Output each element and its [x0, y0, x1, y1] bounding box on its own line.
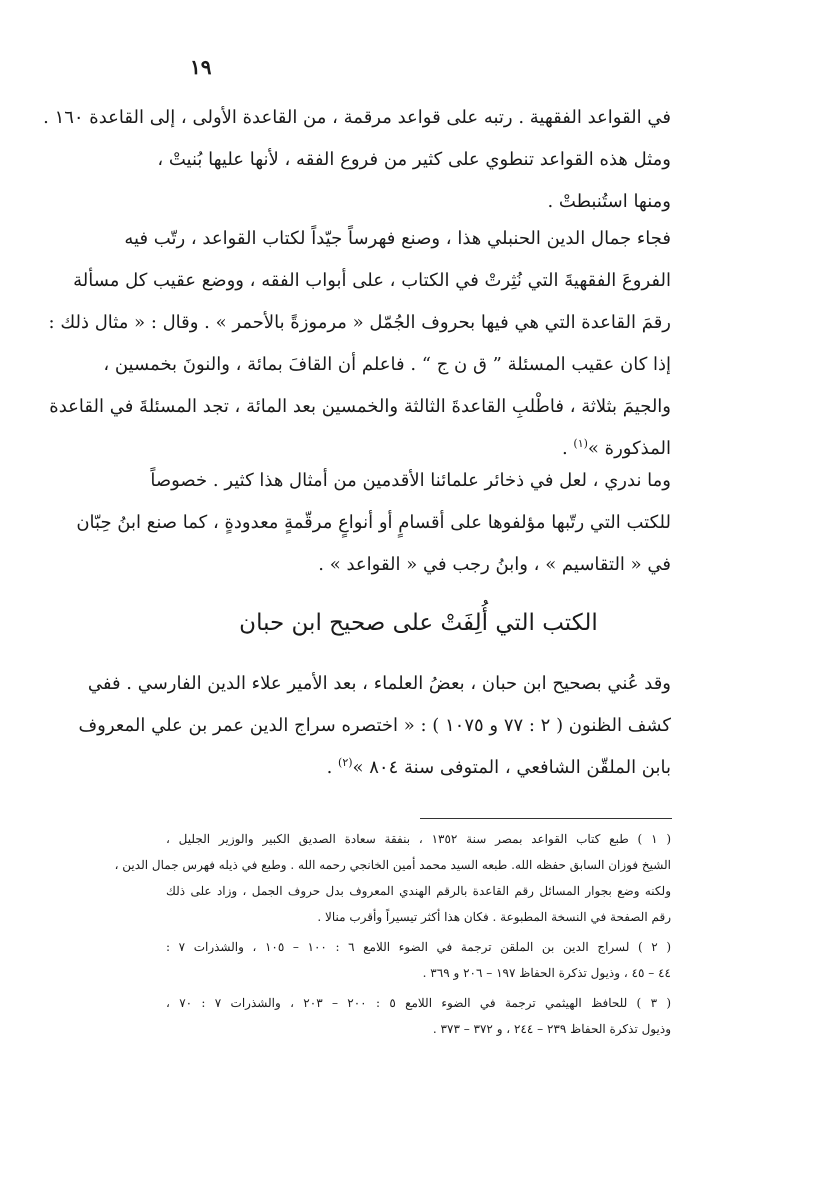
paragraph-line: كشف الظنون ( ٢ : ٧٧ و ١٠٧٥ ) : « اختصره سراج الدين عمر بن علي المعروف — [78, 715, 671, 736]
footnote-line: الشيخ فوزان السابق حفظه الله. طبعه السيد محمد أمين الخانجي رحمه الله . وطبع في ذيله فهرس جمال الدين ، — [114, 858, 671, 872]
paragraph-line: للكتب التي رتّبها مؤلفوها على أقسامٍ أو أنواعٍ مرقّمةٍ معدودةٍ ، كما صنع ابنُ حِبّان — [76, 512, 671, 533]
footnote-1 — [114, 826, 672, 930]
footnote-2 — [166, 934, 671, 986]
paragraph-line: فجاء جمال الدين الحنبلي هذا ، وصنع فهرساً جيّداً لكتاب القواعد ، رتّب فيه — [124, 228, 671, 249]
paragraph-text: بابن الملقّن الشافعي ، المتوفى سنة ٨٠٤ » — [352, 757, 671, 778]
paragraph-line: ومنها استُنبطتْ . — [547, 191, 671, 212]
footnote-reference: (١) — [573, 437, 588, 450]
footnote-reference: (٢) — [338, 756, 353, 769]
page-number: ١٩ — [190, 55, 212, 79]
footnote-line: ( ٣ ) للحافظ الهيثمي ترجمة في الضوء اللامع ٥ : ٢٠٠ – ٢٠٣ ، والشذرات ٧ : ٧٠ ، — [166, 996, 672, 1010]
paragraph-line: رقمَ القاعدة التي هي فيها بحروف الجُمّل « مرموزةً بالأحمر » . وقال : « مثال ذلك : — [48, 312, 671, 333]
footnote-divider — [420, 818, 672, 819]
footnote-line: رقم الصفحة في النسخة المطبوعة . فكان هذا أكثر تيسيراً وأقرب منالا . — [317, 910, 671, 924]
paragraph-3 — [76, 460, 671, 586]
section-paragraph — [78, 663, 671, 789]
paragraph-1 — [43, 97, 671, 223]
paragraph-line: وما ندري ، لعل في ذخائر علمائنا الأقدمين من أمثال هذا كثير . خصوصاً — [150, 470, 671, 491]
footnote-line: ( ٢ ) لسراج الدين بن الملقن ترجمة في الضوء اللامع ٦ : ١٠٠ – ١٠٥ ، والشذرات ٧ : — [166, 940, 672, 954]
footnotes — [114, 826, 672, 1042]
paragraph-line: وقد عُني بصحيح ابن حبان ، بعضُ العلماء ، بعد الأمير علاء الدين الفارسي . ففي — [87, 673, 671, 694]
paragraph-line: الفروعَ الفقهيةَ التي نُثِرتْ في الكتاب ، على أبواب الفقه ، ووضع عقيب كل مسألة — [73, 270, 671, 291]
paragraph-line: ومثل هذه القواعد تنطوي على كثير من فروع الفقه ، لأنها عليها بُنيتْ ، — [157, 149, 671, 170]
section-heading: الكتب التي أُلِفَتْ على صحيح ابن حبان — [239, 610, 598, 636]
paragraph-text: المذكورة » — [587, 438, 671, 459]
paragraph-line: في القواعد الفقهية . رتبه على قواعد مرقمة ، من القاعدة الأولى ، إلى القاعدة ١٦٠ . — [43, 107, 671, 128]
paragraph-line-last: المذكورة »$^{(١)}$ . — [561, 437, 671, 459]
footnote-line: ( ١ ) طبع كتاب القواعد بمصر سنة ١٣٥٢ ، بنفقة سعادة الصديق الكبير والوزير الجليل ، — [166, 832, 672, 846]
footnote-line: ولكنه وضع بجوار المسائل رقم القاعدة بالرقم الهندي المعروف بدل حروف الجمل ، وزاد على ذلك — [166, 884, 671, 898]
footnote-line: ٤٤ – ٤٥ ، وذيول تذكرة الحفاظ ١٩٧ – ٢٠٦ و ٣٦٩ . — [422, 966, 671, 980]
paragraph-line: في « التقاسيم » ، وابنُ رجب في « القواعد » . — [318, 554, 671, 575]
footnote-line: وذيول تذكرة الحفاظ ٢٣٩ – ٢٤٤ ، و ٣٧٢ – ٣٧٣ . — [432, 1022, 671, 1036]
footnote-3 — [166, 990, 671, 1042]
paragraph-2 — [48, 218, 671, 470]
paragraph-line: والجيمَ بثلاثة ، فاطْلبِ القاعدةَ الثالثة والخمسين بعد المائة ، تجد المسئلةَ في القاعدة — [49, 396, 671, 417]
paragraph-line-last: بابن الملقّن الشافعي ، المتوفى سنة ٨٠٤ »$^{(٢)}$ . — [326, 756, 671, 778]
paragraph-line: إذا كان عقيب المسئلة ” ق ن ج “ . فاعلم أن القافَ بمائة ، والنونَ بخمسين ، — [103, 354, 671, 375]
